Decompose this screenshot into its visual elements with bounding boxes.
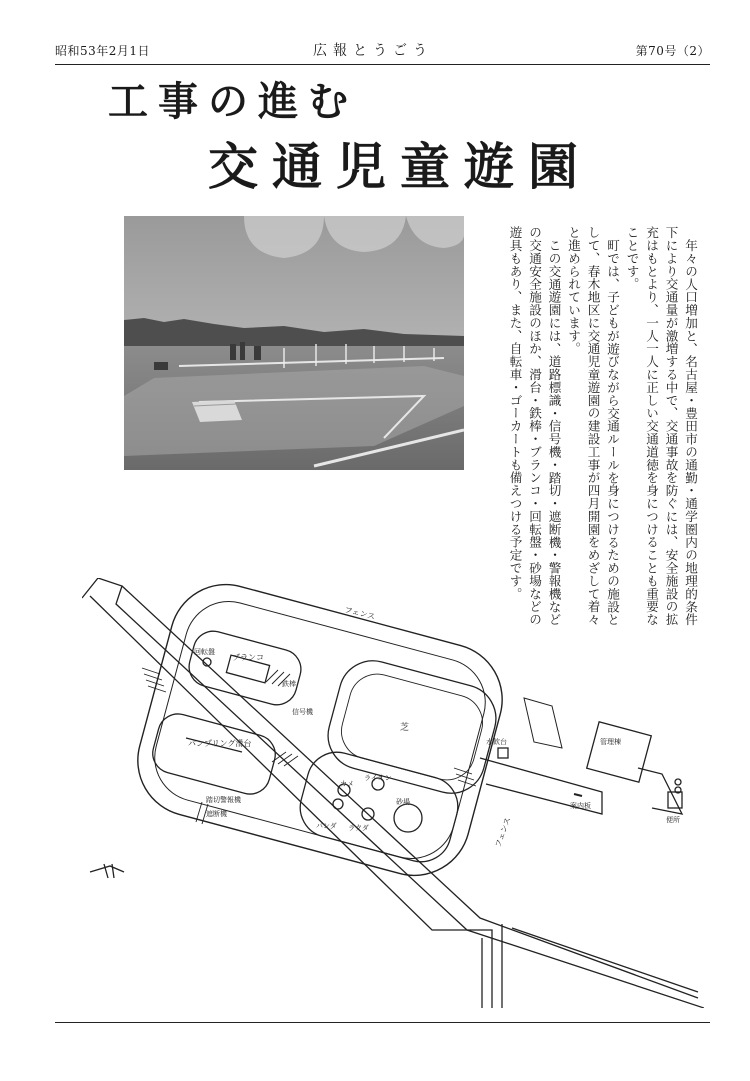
label-panpuringu: パンプリング滑台 [188,739,252,748]
page-header [55,38,710,62]
footer-rule [55,1022,710,1023]
publication-name: 広報とうごう [313,43,433,59]
label-suinomidai: 水飲台 [486,738,507,746]
label-shadanki: 遮断機 [206,810,227,818]
headline-line-2: 交通児童遊園 [208,138,592,196]
label-rakuda: ラクダ [348,824,369,832]
label-annaiban: 案内板 [570,802,591,810]
headline-line-1: 工事の進む [108,79,358,125]
article-paragraph: 年々の人口増加と、名古屋・豊田市の通勤・通学圏内の地理的条件下により交通量が激増する中で、交通事故を防ぐには、安全施設の拡充はもとより、一人一人に正しい交通道徳を身につけることも重要なことです。 [624,226,698,626]
label-fumikiri-keihouki: 踏切警報機 [206,796,241,804]
label-buranko: ブランコ [232,653,264,662]
article-paragraph: この交通遊園には、道路標識・信号機・踏切・遮断機・警報機などの交通安全施設のほか、滑台・鉄棒・ブランコ・回転盤・砂場などの遊具もあり、また、自転車・ゴーカートも備えつける予定です。 [507,226,562,626]
label-shiba: 芝 [400,723,410,733]
label-kaitenban: 回転盤 [194,648,215,656]
label-raion: ライオン [364,774,392,782]
label-panda: パンダ [316,822,337,830]
label-sunaba: 砂場 [396,798,410,806]
label-shingouki: 信号機 [292,708,313,716]
label-fence-top: フェンス [343,605,377,622]
header-rule [55,64,710,65]
issue-number: 第70号（2） [635,44,710,58]
park-layout-map [82,578,704,1008]
label-fence-right: フェンス [493,816,513,849]
label-benjo: 便所 [666,816,680,824]
article-body [505,226,700,626]
article-paragraph: 町では、子どもが遊びながら交通ルールを身につけるための施設として、春木地区に交通児童遊園の建設工事が四月開園をめざして着々と進められています。 [566,226,620,626]
construction-site-photo [124,216,464,470]
issue-date: 昭和53年2月1日 [55,44,151,58]
label-kanritou: 管理棟 [600,738,621,746]
label-kame: カメ [340,780,354,788]
label-tetsubou: 鉄棒 [282,680,296,688]
